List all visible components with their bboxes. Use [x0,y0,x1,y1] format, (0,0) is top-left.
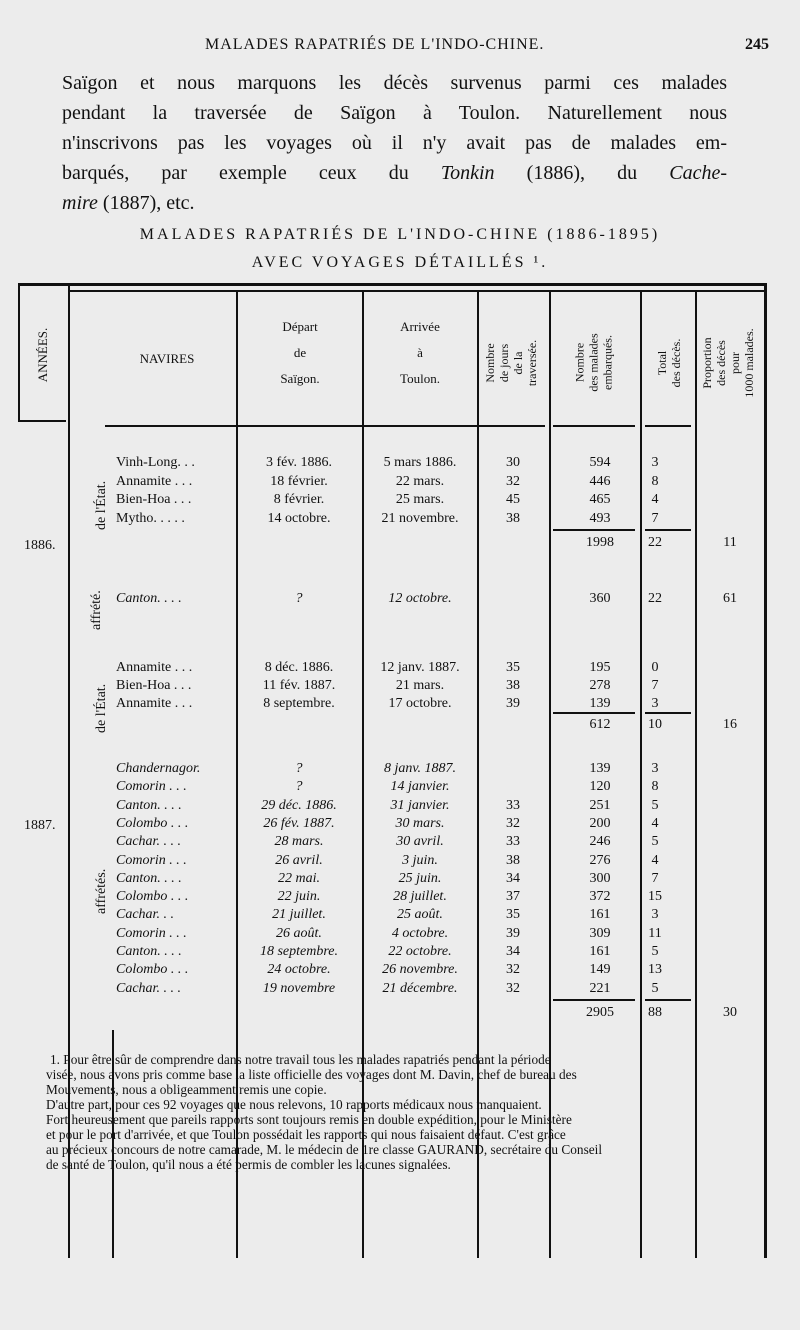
cell-arrivee: 26 novembre. [382,962,458,978]
year-label: 1887. [24,818,56,833]
cell-navire: Bien-Hoa . . . [116,492,192,507]
header-annees: ANNÉES. [35,327,50,383]
cell-arrivee: 25 août. [397,907,443,923]
footnote-line: visée, nous avons pris comme base la liste officielle des voyages dont M. Davin, chef de bureau des [46,1067,577,1082]
cell-navire: Annamite . . . [116,473,193,489]
table-title: MALADES RAPATRIÉS DE L'INDO-CHINE (1886-1895) [139,226,661,243]
footnote-line: D'autre part, pour ces 92 voyages que nous relevons, 10 rapports médicaux nous manquaient. [46,1097,542,1112]
cell-deces: 3 [651,455,659,470]
subtotal-rule [645,999,691,1001]
cell-arrivee: 31 janvier. [390,797,450,813]
cell-arrivee: 22 mars. [395,473,445,489]
header-depart [240,314,360,392]
header-line: Nombre [572,342,587,383]
cell-navire: Colombo . . . [116,962,189,978]
intro-text: (1887), etc. [97,192,195,214]
cell-depart: 11 fév. 1887. [262,678,336,693]
cell-proportion: 16 [723,717,737,732]
header-line: traversée. [525,339,539,387]
cell-deces: 13 [648,962,662,978]
intro-italic: Tonkin [440,162,495,184]
cell-malades: 309 [589,925,611,941]
intro-paragraph [62,68,727,218]
cell-depart: ? [295,761,303,776]
cell-deces: 4 [651,815,659,831]
cell-jours: 32 [506,962,520,978]
cell-navire: Canton. . . . [116,591,182,606]
cell-depart: 24 octobre. [267,962,331,978]
cell-navire: Annamite . . . [116,660,193,675]
group-label-etat: de l'État. [94,480,109,530]
cell-jours: 34 [506,870,520,886]
cell-deces: 4 [651,852,659,868]
cell-depart: 19 novembre [262,980,336,996]
subtotal-rule [553,712,635,714]
cell-arrivee: 21 novembre. [381,510,459,526]
cell-jours: 33 [506,834,520,850]
cell-malades: 120 [589,779,611,795]
cell-deces: 10 [648,717,662,732]
cell-navire: Colombo . . . [116,889,189,905]
cell-malades: 200 [589,815,611,831]
cell-jours: 35 [506,660,520,675]
cell-navire: Colombo . . . [116,815,189,831]
cell-depart: 3 fév. 1886. [266,455,332,470]
cell-navire: Canton. . . . [116,870,182,886]
header-line: 1000 malades. [742,328,756,398]
page-number: 245 [745,36,769,53]
header-inner-rule [70,290,764,292]
cell-jours: 35 [506,907,520,923]
cell-deces: 22 [648,591,662,606]
cell-depart: 26 août. [276,925,322,941]
intro-line: n'inscrivons pas les voyages où il n'y avait pas de malades em- [62,132,727,154]
cell-malades: 1998 [586,535,614,550]
header-line: Nombre [483,343,497,383]
intro-line [62,188,727,218]
header-line: de jours [497,343,511,383]
cell-navire: Bien-Hoa . . . [116,678,192,693]
cell-deces: 7 [651,510,659,526]
header-line: des décès. [669,338,683,388]
cell-deces: 7 [651,678,659,693]
cell-malades: 161 [589,907,611,923]
cell-arrivee: 12 janv. 1887. [380,660,460,675]
intro-line [62,158,727,188]
subtotal-rule [553,529,635,531]
cell-jours: 39 [506,925,520,941]
cell-malades: 139 [589,696,611,711]
header-deces [655,298,685,428]
header-line: à [417,345,423,360]
cell-jours: 45 [506,492,520,507]
header-line: Départ [282,319,318,334]
cell-deces: 5 [651,944,659,959]
header-line: Arrivée [400,319,440,334]
cell-proportion: 11 [723,535,737,550]
footnote-line: au précieux concours de notre camarade, M. le médecin de 1re classe GAURAND, secrétaire du Conseil [46,1142,603,1157]
cell-navire: Comorin . . . [116,925,187,941]
cell-arrivee: 25 mars. [395,492,445,507]
cell-depart: 22 juin. [277,889,321,905]
intro-text: barqués, par exemple ceux du [62,162,441,184]
cell-arrivee: 21 décembre. [382,980,458,996]
cell-malades: 246 [589,834,611,850]
cell-navire: Cachar. . . [116,907,174,923]
cell-depart: 28 mars. [274,834,324,850]
cell-navire: Mytho. . . . . [116,510,185,526]
cell-depart: 26 avril. [275,852,323,868]
cell-navire: Annamite . . . [116,696,193,711]
cell-navire: Canton. . . . [116,797,182,813]
header-line: de [293,345,307,360]
table-left-rule [18,283,20,420]
cell-navire: Chandernagor. [116,761,201,776]
cell-arrivee: 14 janvier. [390,779,450,795]
cell-depart: 18 septembre. [259,944,339,959]
cell-deces: 4 [651,492,659,507]
subtotal-rule [553,999,635,1001]
cell-deces: 3 [651,696,659,711]
cell-jours: 38 [506,510,520,526]
cell-depart: 18 février. [270,473,328,489]
running-head: MALADES RAPATRIÉS DE L'INDO-CHINE. [205,36,545,53]
cell-deces: 11 [648,925,662,941]
cell-malades: 372 [589,889,611,905]
intro-italic: mire [62,192,98,214]
table-subtitle: AVEC VOYAGES DÉTAILLÉS ¹. [251,254,549,271]
cell-malades: 161 [589,944,611,959]
cell-depart: 8 février. [273,492,325,507]
cell-deces: 15 [648,889,662,905]
cell-jours: 38 [506,852,520,868]
cell-depart: 26 fév. 1887. [263,815,335,831]
cell-deces: 3 [651,907,659,923]
cell-depart: 22 mai. [278,870,320,886]
cell-malades: 594 [589,455,611,470]
cell-malades: 360 [589,591,611,606]
cell-deces: 5 [651,980,659,996]
table-top-rule [18,283,766,286]
cell-depart: 8 septembre. [263,696,335,711]
cell-jours: 37 [506,889,520,905]
cell-depart: 14 octobre. [267,510,331,526]
cell-malades: 300 [589,870,611,886]
cell-deces: 7 [651,870,659,886]
cell-arrivee: 12 octobre. [388,591,452,606]
header-navires: NAVIRES [139,351,195,366]
header-malades [573,298,618,428]
cell-arrivee: 17 octobre. [388,696,452,711]
cell-malades: 149 [589,962,611,978]
cell-navire: Comorin . . . [116,852,187,868]
header-proportion [700,298,760,428]
header-line: de la [511,351,525,375]
footnote-line: et pour le port d'arrivée, et que Toulon possédait les rapports qui nous faisaient défaut. C'est grâce [46,1127,566,1142]
cell-malades: 251 [589,797,611,813]
cell-jours: 33 [506,797,520,813]
cell-navire: Vinh-Long. . . [116,455,195,470]
header-line: Total [655,350,669,376]
header-line: des malades [586,333,601,392]
header-line: pour [728,352,742,374]
cell-deces: 88 [648,1005,662,1020]
cell-depart: ? [295,779,303,795]
header-line: des décès [714,340,728,386]
cell-arrivee: 22 octobre. [388,944,452,959]
cell-arrivee: 30 avril. [396,834,444,850]
year-brace [60,655,70,1025]
header-line: embarqués. [600,335,615,390]
cell-deces: 3 [651,761,659,776]
footnotes [46,1052,766,1172]
group-label-affretes: affrétés. [94,868,109,914]
cell-jours: 39 [506,696,520,711]
cell-jours: 30 [506,455,520,470]
footnote-line: Fort heureusement que pareils rapports sont toujours remis en double expédition, pour le Ministère [46,1112,572,1127]
cell-arrivee: 4 octobre. [391,925,449,941]
footnote-line: 1. Pour être sûr de comprendre dans notre travail tous les malades rapatriés pendant la période [50,1052,551,1067]
cell-malades: 612 [589,717,611,732]
cell-deces: 0 [651,660,659,675]
cell-proportion: 61 [723,591,737,606]
cell-navire: Cachar. . . . [116,834,181,850]
cell-jours: 34 [506,944,520,959]
cell-arrivee: 30 mars. [395,815,445,831]
cell-arrivee: 21 mars. [395,678,445,693]
cell-malades: 2905 [586,1005,614,1020]
cell-malades: 446 [589,473,611,489]
cell-arrivee: 28 juillet. [393,889,447,905]
subtotal-rule [645,712,691,714]
cell-deces: 8 [651,473,659,489]
cell-navire: Comorin . . . [116,779,187,795]
cell-deces: 22 [648,535,662,550]
header-line: Proportion [700,337,714,389]
header-arrivee [364,314,476,392]
cell-deces: 5 [651,834,659,850]
cell-arrivee: 8 janv. 1887. [383,761,457,776]
cell-jours: 32 [506,815,520,831]
intro-line: pendant la traversée de Saïgon à Toulon. Naturellement nous [62,102,727,124]
cell-navire: Canton. . . . [116,944,182,959]
cell-malades: 465 [589,492,611,507]
cell-arrivee: 25 juin. [398,870,442,886]
cell-navire: Cachar. . . . [116,980,181,996]
cell-malades: 278 [589,678,611,693]
header-line: Toulon. [400,371,440,386]
header-jours [483,298,543,428]
cell-depart: 29 déc. 1886. [261,797,337,813]
cell-malades: 276 [589,852,611,868]
group-label-affrete: affrété. [89,590,104,630]
footnote-line: Mouvements, nous a obligeamment remis une copie. [46,1082,327,1097]
cell-depart: ? [295,591,303,606]
header-line: Saïgon. [280,371,320,386]
year-brace [60,455,70,635]
footnote-line: de santé de Toulon, qu'il nous a été permis de combler les lacunes signalées. [46,1157,451,1172]
cell-arrivee: 5 mars 1886. [383,455,457,470]
cell-jours: 38 [506,678,520,693]
cell-deces: 5 [651,797,659,813]
cell-malades: 139 [589,761,611,776]
cell-depart: 8 déc. 1886. [264,660,334,675]
group-label-etat: de l'État. [94,683,109,733]
year-label: 1886. [24,538,56,553]
intro-text: (1886), du [494,162,670,184]
cell-malades: 221 [589,980,611,996]
intro-italic: Cache- [669,162,727,184]
cell-proportion: 30 [723,1005,737,1020]
cell-malades: 195 [589,660,611,675]
subtotal-rule [645,529,691,531]
header-bottom-rule [105,425,545,427]
header-bottom-rule [18,420,66,422]
cell-jours: 32 [506,473,520,489]
cell-malades: 493 [589,510,611,526]
intro-line: Saïgon et nous marquons les décès survenus parmi ces malades [62,72,727,94]
cell-depart: 21 juillet. [272,907,326,923]
cell-arrivee: 3 juin. [402,852,438,868]
cell-jours: 32 [506,980,520,996]
cell-deces: 8 [651,779,659,795]
